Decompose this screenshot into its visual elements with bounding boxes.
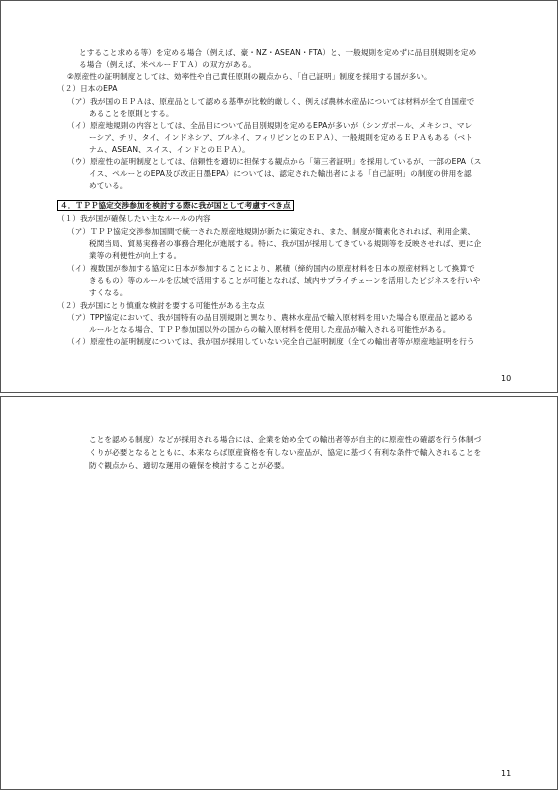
text-line: すくなる。: [89, 288, 128, 297]
document-page-11: [0, 396, 558, 790]
section-heading: （２）我が国にとり慎重な検討を要する可能性がある主な点: [57, 301, 265, 310]
text-line: あることを原則とする。: [89, 109, 174, 118]
text-line: とすること求める等）を定める場合（例えば、豪・NZ・ASEAN・FTA）と、一般規則を定めずに品目別規則を定め: [79, 48, 477, 57]
text-line: （イ）複数国が参加する協定に日本が参加することにより、累積（締約国内の原産材料を日本の原産材料として換算で: [67, 264, 475, 273]
text-line: （ウ）原産性の証明制度としては、信頼性を適切に担保する観点から「第三者証明」を採用しているが、一部のEPA（ス: [67, 157, 482, 166]
text-line: （イ）原産性の証明制度については、我が国が採用していない完全自己証明制度（全ての輸出者等が原産地証明を行う: [67, 337, 475, 346]
highlighted-heading: ４．ＴＰＰ協定交渉参加を検討する際に我が国として考慮すべき点: [57, 200, 294, 211]
section-heading: （１）我が国が確保したい主なルールの内容: [57, 214, 211, 223]
text-line: 税関当局、貿易実務者の事務合理化が進展する。特に、我が国が採用してきている規則等を反映させれば、更に企: [89, 239, 482, 248]
text-line: ②原産性の証明制度としては、効率性や自己責任原則の観点から、「自己証明」制度を採用する国が多い。: [67, 72, 432, 81]
text-line: ルールとなる場合、ＴＰＰ参加国以外の国からの輸入原材料を使用した産品が輸入される可能性がある。: [89, 325, 451, 334]
document-page-10: [0, 0, 558, 393]
text-line: くりが必要となるとともに、本来ならば原産資格を有しない産品が、協定に基づく有利な条件で輸入されることを: [89, 448, 482, 457]
section-heading: （２）日本のEPA: [57, 84, 118, 93]
text-line: （ア）TPP協定において、我が国特有の品目別規則と異なり、農林水産品で輸入原材料を用いた場合も原産品と認める: [67, 313, 474, 322]
text-line: る場合（例えば、米ペルーＦＴＡ）の双方がある。: [79, 60, 256, 69]
text-line: （ア）我が国のＥＰＡは、原産品として認める基準が比較的厳しく、例えば農林水産品については材料が全て自国産で: [67, 97, 475, 106]
section-4-heading: [57, 200, 294, 211]
text-line: （イ）原産地規則の内容としては、全品目について品目別規則を定めるEPAが多いが（シンガポール、メキシコ、マレ: [67, 121, 473, 130]
text-line: ナム、ASEAN、スイス、インドとのＥＰＡ）。: [89, 145, 250, 154]
text-line: ことを認める制度）などが採用される場合には、企業を始め全ての輸出者等が自主的に原産性の確認を行う体制づ: [89, 435, 482, 444]
text-line: イス、ペルーとのEPA及び改正日墨EPA）については、認定された輸出者による「自己証明」の制度の併用を認: [89, 169, 472, 178]
page-number: 10: [501, 374, 512, 383]
text-line: めている。: [89, 181, 128, 190]
text-line: （ア）ＴＰＰ協定交渉参加国間で統一された原産地規則が新たに策定され、また、制度が簡素化されれば、利用企業、: [67, 227, 476, 236]
text-line: 防ぐ観点から、適切な運用の確保を検討することが必要。: [89, 461, 290, 470]
page-number: 11: [501, 769, 512, 778]
text-line: 業等の利便性が向上する。: [89, 251, 182, 260]
text-line: ーシア、チリ、タイ、インドネシア、ブルネイ、フィリピンとのＥＰＡ）、一般規則を定めるＥＰＡもある（ベト: [89, 133, 473, 142]
text-line: きるもの）等のルールを広域で活用することが可能となれば、域内サプライチェーンを活用したビジネスを行いや: [89, 276, 481, 285]
